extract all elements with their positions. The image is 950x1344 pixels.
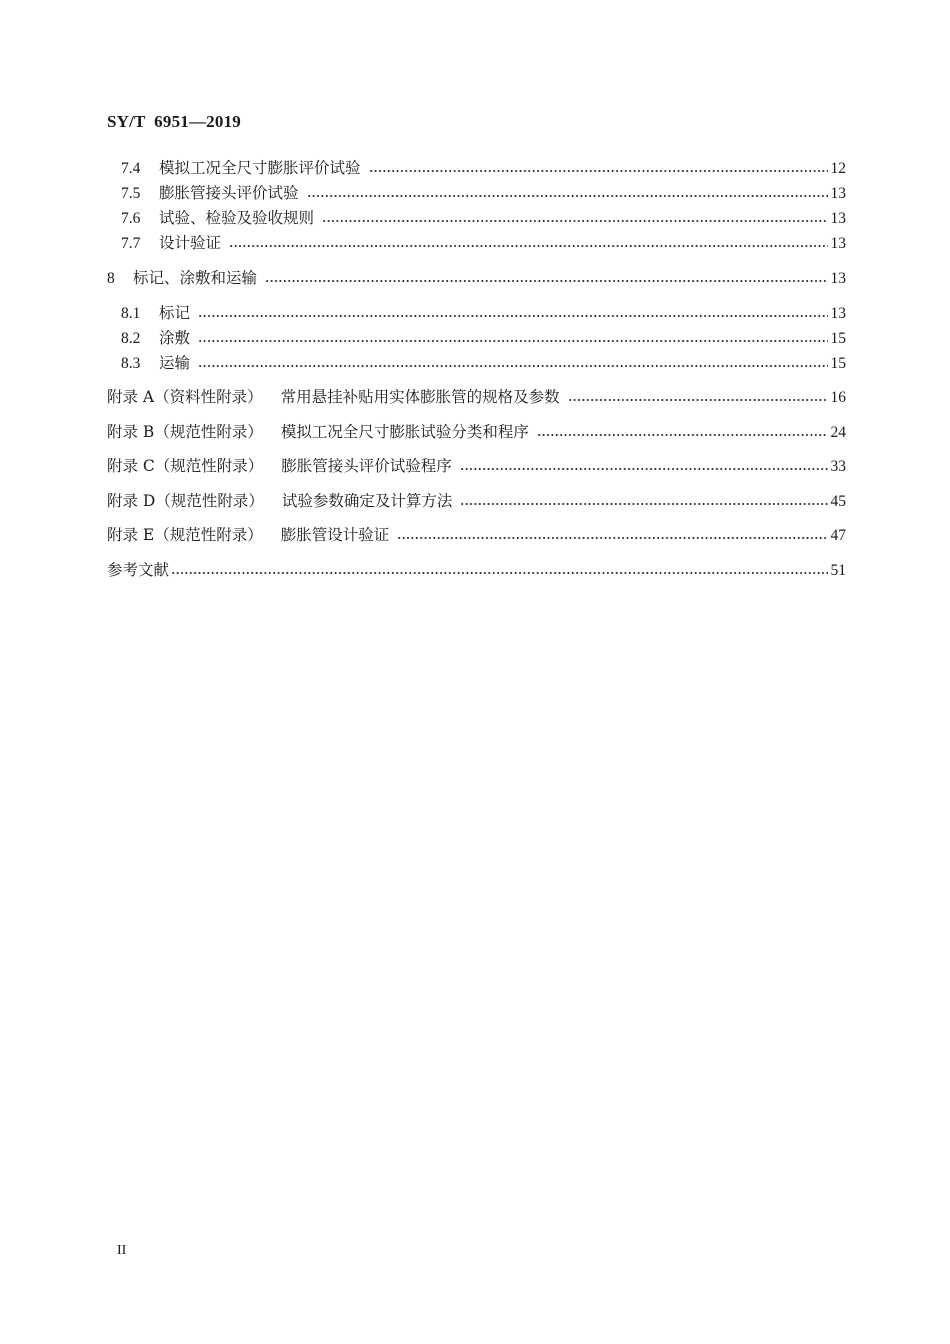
dot-leader	[460, 468, 828, 470]
dot-leader	[171, 572, 827, 574]
toc-entry-title: 运输	[159, 354, 191, 372]
dot-leader	[265, 280, 827, 282]
toc-entry-page: 47	[830, 527, 846, 544]
toc-entry-title: 常用悬挂补贴用实体膨胀管的规格及参数	[280, 388, 560, 406]
dot-leader	[568, 399, 828, 401]
dot-leader	[397, 537, 827, 539]
dot-leader	[198, 340, 827, 342]
toc-entry-appendix-a[interactable]	[107, 386, 846, 408]
toc-entry-title: 膨胀管设计验证	[280, 526, 390, 544]
toc-entry-page: 45	[830, 493, 846, 510]
dot-leader	[460, 503, 827, 505]
toc-entry-page: 13	[830, 210, 846, 227]
toc-entry-number: 7.7	[121, 235, 141, 252]
toc-entry-appendix-label: 附录 B（规范性附录）	[107, 423, 263, 441]
toc-entry-page: 12	[830, 160, 846, 177]
dot-leader	[198, 315, 827, 317]
page-folio: II	[117, 1243, 127, 1258]
toc-entry-page: 13	[830, 235, 846, 252]
toc-entry-number: 8.2	[121, 330, 141, 347]
toc-entry-number: 8	[107, 270, 115, 287]
toc-entry-title: 标记	[159, 304, 191, 322]
toc-entry-appendix-label: 附录 E（规范性附录）	[107, 526, 263, 544]
toc-entry-appendix-c[interactable]	[107, 455, 846, 477]
toc-entry-title: 试验、检验及验收规则	[159, 209, 315, 227]
dot-leader	[322, 220, 827, 222]
toc-entry-appendix-e[interactable]	[107, 524, 846, 546]
dot-leader	[229, 245, 827, 247]
toc-entry-title: 模拟工况全尺寸膨胀评价试验	[159, 159, 361, 177]
dot-leader	[307, 195, 828, 197]
toc-entry-title: 设计验证	[159, 234, 222, 252]
toc-entry-page: 33	[830, 458, 846, 475]
toc-entry-page: 51	[830, 562, 846, 579]
toc-entry-title: 标记、涂敷和运输	[133, 269, 258, 287]
toc-entry-7-7[interactable]	[121, 232, 846, 254]
toc-entry-number: 7.4	[121, 160, 141, 177]
toc-entry-number: 7.5	[121, 185, 141, 202]
toc-entry-title: 模拟工况全尺寸膨胀试验分类和程序	[280, 423, 529, 441]
toc-entry-title: 试验参数确定及计算方法	[281, 492, 453, 510]
dot-leader	[369, 170, 828, 172]
toc-entry-title: 涂敷	[159, 329, 191, 347]
toc-entry-appendix-label: 附录 C（规范性附录）	[107, 457, 264, 475]
toc-entry-number: 7.6	[121, 210, 141, 227]
toc-entry-page: 16	[830, 389, 846, 406]
toc-entry-page: 15	[830, 355, 846, 372]
toc-entry-references[interactable]	[107, 559, 846, 581]
toc-entry-8-1[interactable]	[121, 302, 846, 324]
toc-entry-appendix-d[interactable]	[107, 490, 846, 512]
toc-entry-7-6[interactable]	[121, 207, 846, 229]
toc-entry-title: 膨胀管接头评价试验	[159, 184, 299, 202]
toc-entry-8-3[interactable]	[121, 352, 846, 374]
toc-entry-page: 13	[830, 305, 846, 322]
toc-entry-page: 13	[830, 270, 846, 287]
toc-entry-page: 13	[830, 185, 846, 202]
toc-entry-number: 8.1	[121, 305, 141, 322]
toc-entry-7-5[interactable]	[121, 182, 846, 204]
standard-code: SY/T 6951—2019	[107, 112, 241, 131]
toc-entry-7-4[interactable]	[121, 157, 846, 179]
toc-entry-8-2[interactable]	[121, 327, 846, 349]
dot-leader	[198, 365, 827, 367]
toc-entry-8[interactable]	[107, 267, 846, 289]
toc-entry-title: 参考文献	[107, 561, 170, 579]
toc-entry-title: 膨胀管接头评价试验程序	[281, 457, 452, 475]
dot-leader	[537, 434, 828, 436]
toc-entry-appendix-label: 附录 A（资料性附录）	[107, 388, 263, 406]
toc-entry-appendix-b[interactable]	[107, 421, 846, 443]
toc-entry-appendix-label: 附录 D（规范性附录）	[107, 492, 264, 510]
toc-entry-page: 15	[830, 330, 846, 347]
toc-entry-page: 24	[830, 424, 846, 441]
toc-entry-number: 8.3	[121, 355, 141, 372]
